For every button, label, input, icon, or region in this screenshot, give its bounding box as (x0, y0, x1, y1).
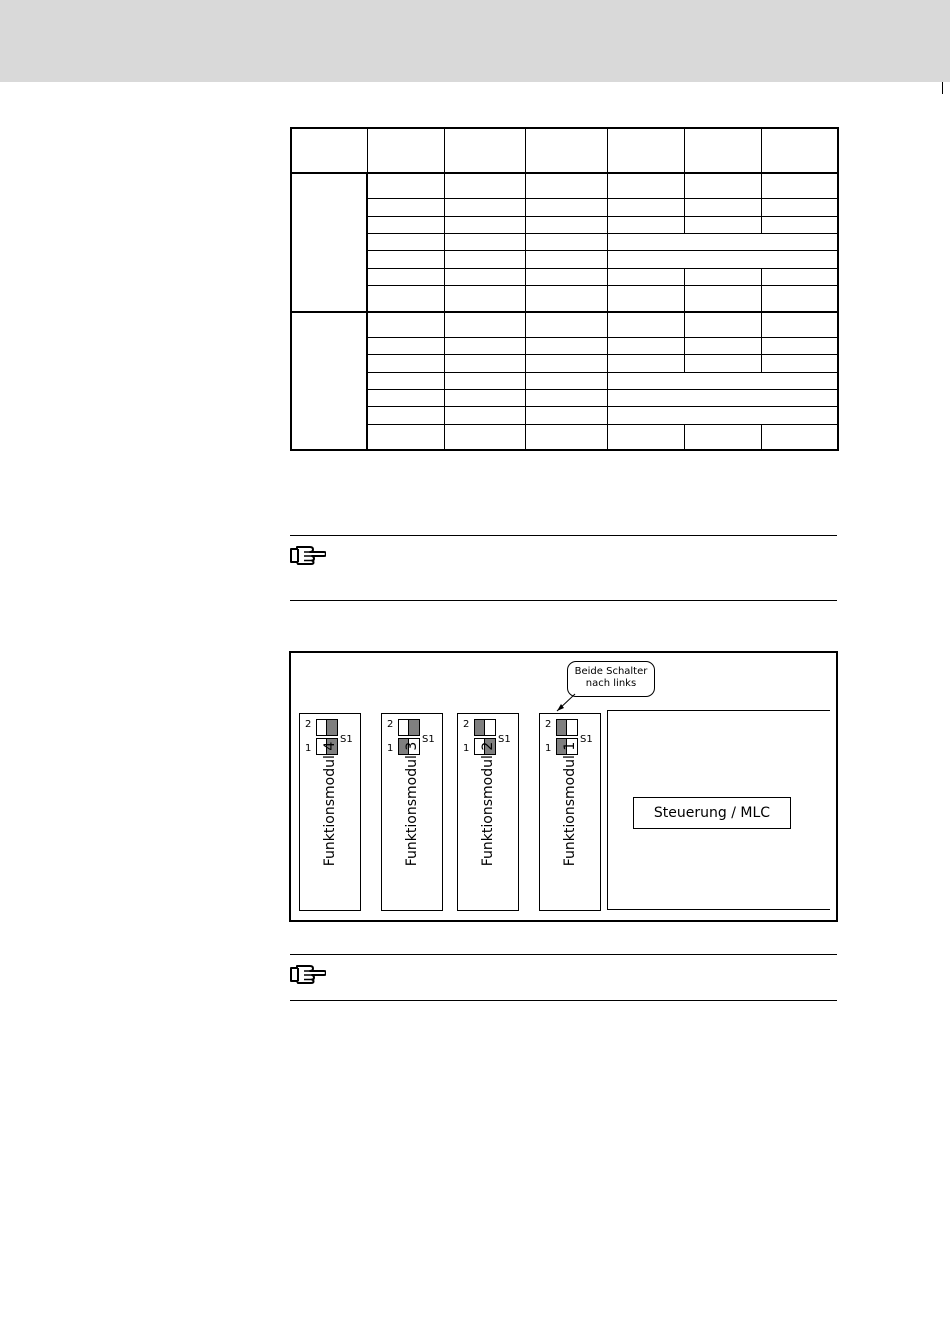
table-row (291, 268, 838, 285)
pointing-hand-icon (290, 962, 326, 984)
table-group-cell (291, 312, 367, 451)
function-module-3 (381, 713, 443, 911)
table-row (291, 173, 838, 199)
table-header-cell (367, 128, 444, 173)
switch-s1-label: S1 (422, 734, 435, 745)
table-row (291, 337, 838, 354)
controller-block (607, 710, 830, 910)
switch-position-1-label: 1 (545, 743, 552, 754)
table-row (291, 286, 838, 312)
table-group-cell (291, 173, 367, 312)
table-header-cell (684, 128, 761, 173)
switch-configuration-figure (289, 651, 838, 922)
table-row (291, 407, 838, 424)
module-label: Funktionsmodul 3 (404, 741, 420, 867)
callout-line-2: nach links (585, 678, 637, 689)
function-module-1 (539, 713, 601, 911)
callout-bubble (567, 661, 655, 697)
controller-label: Steuerung / MLC (633, 797, 791, 829)
switch-s1-label: S1 (340, 734, 353, 745)
table-row (291, 312, 838, 338)
page-header-band (0, 0, 950, 82)
table-header-cell (444, 128, 525, 173)
pointing-hand-icon (290, 543, 326, 565)
switch-position-2-label: 2 (305, 719, 312, 730)
switch-position-2-label: 2 (387, 719, 394, 730)
switch-position-1-label: 1 (463, 743, 470, 754)
table-header-row (291, 128, 838, 173)
callout-line-1: Beide Schalter (574, 666, 648, 677)
note-top-rule (290, 954, 837, 955)
table-row (291, 424, 838, 450)
table-row (291, 372, 838, 389)
configuration-table (290, 127, 839, 451)
header-corner-mark (942, 82, 943, 94)
table-header-cell (761, 128, 838, 173)
table-row (291, 251, 838, 268)
module-label: Funktionsmodul 4 (322, 741, 338, 867)
table-row (291, 389, 838, 406)
table-header-cell (607, 128, 684, 173)
function-module-4 (299, 713, 361, 911)
callout-pointer (553, 693, 583, 715)
note-top-rule (290, 535, 837, 536)
module-label: Funktionsmodul 1 (562, 741, 578, 867)
switch-s1-label: S1 (580, 734, 593, 745)
module-label: Funktionsmodul 2 (480, 741, 496, 867)
note-bottom-rule (290, 600, 837, 601)
function-module-2 (457, 713, 519, 911)
table-row (291, 199, 838, 216)
switch-position-1-label: 1 (387, 743, 394, 754)
switch-position-2-label: 2 (463, 719, 470, 730)
table-header-cell (291, 128, 367, 173)
switch-s1-label: S1 (498, 734, 511, 745)
note-bottom-rule (290, 1000, 837, 1001)
table-row (291, 355, 838, 372)
table-row (291, 216, 838, 233)
switch-position-2-label: 2 (545, 719, 552, 730)
table-row (291, 234, 838, 251)
switch-position-1-label: 1 (305, 743, 312, 754)
table-header-cell (525, 128, 607, 173)
